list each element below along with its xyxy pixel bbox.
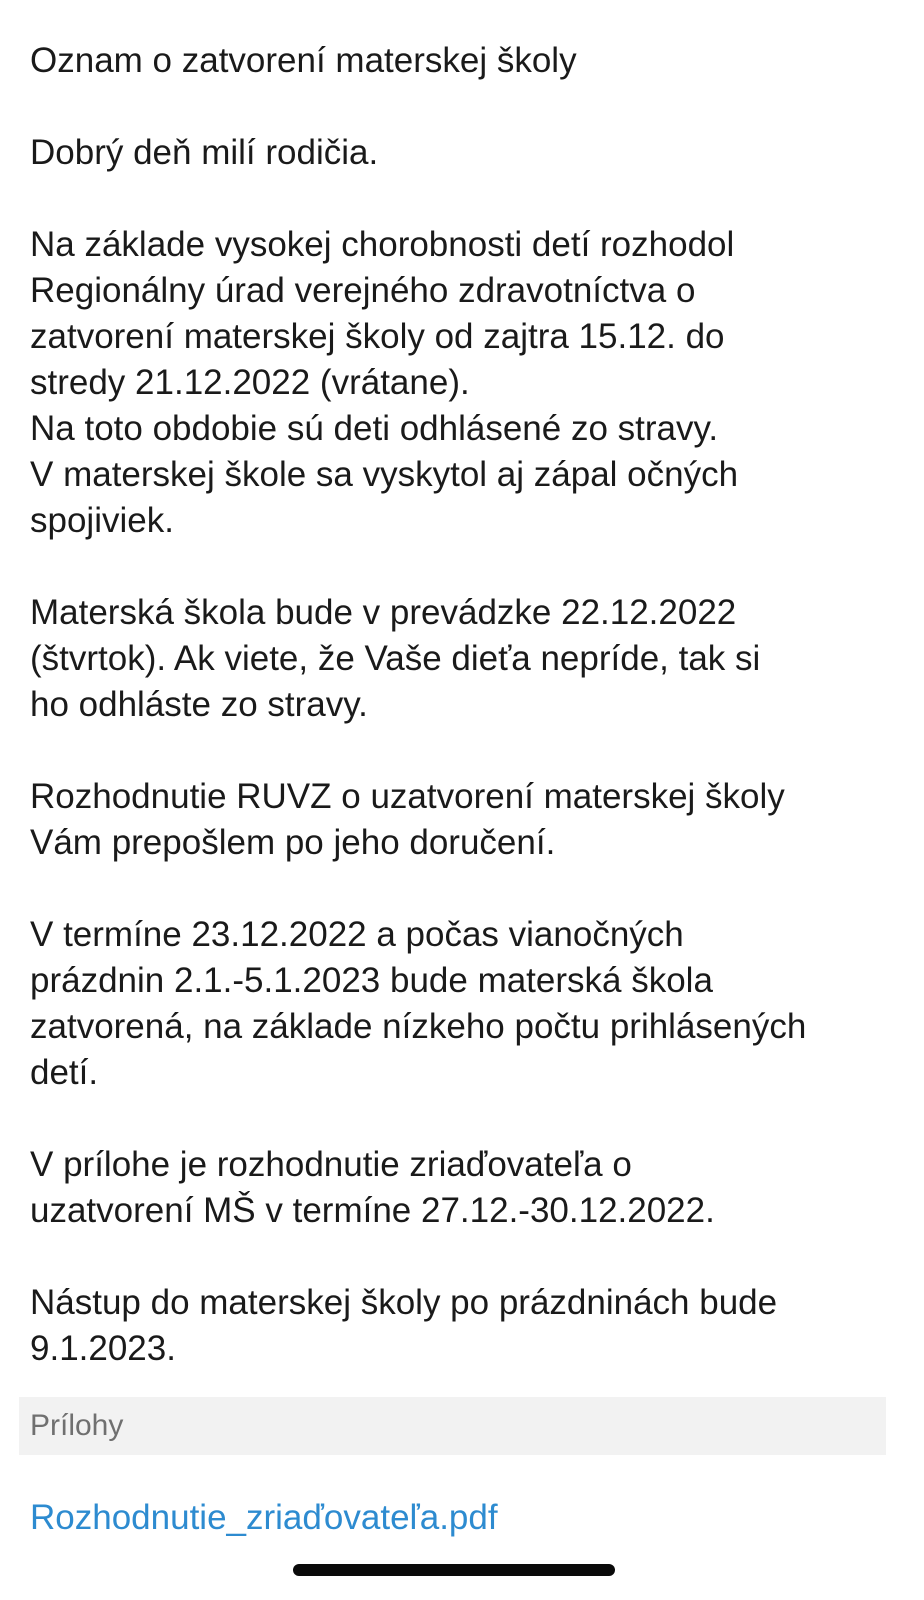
paragraph-6-line: 9.1.2023. <box>30 1329 176 1368</box>
paragraph-3-line: Vám prepošlem po jeho doručení. <box>30 823 556 862</box>
paragraph-1-line: Na základe vysokej chorobnosti detí rozhodol <box>30 225 735 264</box>
paragraph-4-line: prázdnin 2.1.-5.1.2023 bude materská škola <box>30 961 713 1000</box>
paragraph-1-line: Na toto obdobie sú deti odhlásené zo stravy. <box>30 409 719 448</box>
message-greeting: Dobrý deň milí rodičia. <box>30 133 379 172</box>
paragraph-gap <box>30 866 900 912</box>
paragraph-1-line: spojiviek. <box>30 501 174 540</box>
paragraph-1-line: zatvorení materskej školy od zajtra 15.12. do <box>30 317 725 356</box>
attachments-label: Prílohy <box>30 1409 124 1442</box>
paragraph-2-line: (štvrtok). Ak viete, že Vaše dieťa nepríde, tak si <box>30 639 761 678</box>
paragraph-1-line: stredy 21.12.2022 (vrátane). <box>30 363 470 402</box>
paragraph-gap <box>30 1096 900 1142</box>
paragraph-gap <box>30 728 900 774</box>
paragraph-1-line: Regionálny úrad verejného zdravotníctva o <box>30 271 696 310</box>
attachments-header <box>19 1397 886 1455</box>
paragraph-2-line: ho odhláste zo stravy. <box>30 685 368 724</box>
paragraph-2-line: Materská škola bude v prevádzke 22.12.2022 <box>30 593 737 632</box>
home-indicator[interactable] <box>293 1564 615 1576</box>
paragraph-3-line: Rozhodnutie RUVZ o uzatvorení materskej školy <box>30 777 785 816</box>
paragraph-1-line: V materskej škole sa vyskytol aj zápal očných <box>30 455 739 494</box>
message-subject: Oznam o zatvorení materskej školy <box>30 41 577 80</box>
paragraph-4-line: V termíne 23.12.2022 a počas vianočných <box>30 915 684 954</box>
paragraph-5-line: V prílohe je rozhodnutie zriaďovateľa o <box>30 1145 632 1184</box>
paragraph-gap <box>30 544 900 590</box>
attachment-link[interactable]: Rozhodnutie_zriaďovateľa.pdf <box>30 1498 498 1537</box>
paragraph-gap <box>30 176 900 222</box>
paragraph-gap <box>30 84 900 130</box>
paragraph-4-line: detí. <box>30 1053 99 1092</box>
paragraph-gap <box>30 1234 900 1280</box>
message-body <box>30 38 900 1372</box>
paragraph-5-line: uzatvorení MŠ v termíne 27.12.-30.12.2022. <box>30 1191 715 1230</box>
paragraph-4-line: zatvorená, na základe nízkeho počtu prihlásených <box>30 1007 807 1046</box>
paragraph-6-line: Nástup do materskej školy po prázdninách bude <box>30 1283 778 1322</box>
